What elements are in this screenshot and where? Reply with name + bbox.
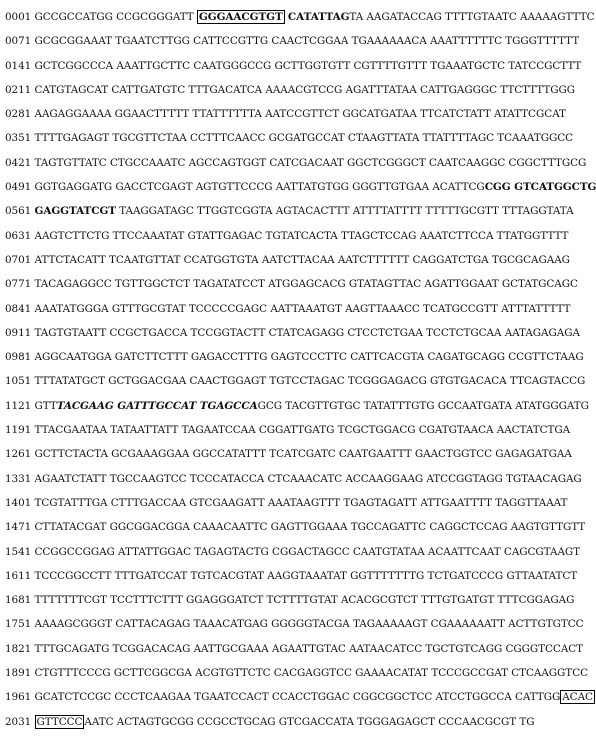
sequence-text: 1961 GCATCTCCGC CCCTCAAGAA TGAATCCACT CCACCTGGAC CGGCGGCTCC ATCCTGGCCA CATTGG <box>5 691 561 704</box>
sequence-text: 0491 GGTGAGGATG GACCTCGAGT AGTGTTCCCG AATTATGTGG GGGTTGTGAA ACATTCG <box>5 181 485 194</box>
sequence-line <box>5 685 593 709</box>
highlighted-motif: TACGAAG GATTTGCCAT TGAGCCA <box>56 399 258 412</box>
sequence-text: 0351 TTTTGAGAGT TGCGTTCTAA CCTTTCAACC GCGATGCCAT CTAAGTTATA TTATTTTAGC TCAAATGGCC <box>5 132 573 145</box>
sequence-text: 0141 GCTCGGCCCA AAATTGCTTC CAATGGGCCG GCTTGGTGTT CGTTTTGTTT TGAAATGCTC TATCCGCTTT <box>5 59 582 72</box>
sequence-text: 0701 ATTCTACATT TCAATGTTAT CCATGGTGTA AATCTTACAA AATCTTTTTT CAGGATCTGA TGCGCAGAAG <box>5 253 570 266</box>
highlighted-motif: GAGGTATCGT <box>34 205 116 218</box>
sequence-text: 2031 <box>5 715 35 728</box>
sequence-text: 1121 GTT <box>5 399 57 412</box>
sequence-line <box>5 102 566 126</box>
sequence-line <box>5 54 582 78</box>
boxed-motif: ACAC <box>562 691 593 704</box>
sequence-text: 1681 TTTTTTTCGT TCCTTTCTTT GGAGGGATCT TCTTTTGTAT ACACGCGTCT TTTGTGATGT TTTCGGAGAG <box>5 594 575 607</box>
sequence-line <box>5 272 578 296</box>
sequence-line <box>5 515 586 539</box>
sequence-text: 1821 TTTGCAGATG TCGGACACAG AATTGCGAAA AGAATTGTAC AATAACATCC TGCTGTCAGG CGGGTCCACT <box>5 642 584 655</box>
highlighted-motif: CGG GTCATGGCTG <box>484 181 596 194</box>
sequence-line <box>5 297 571 321</box>
sequence-line <box>5 175 596 199</box>
sequence-line <box>5 418 571 442</box>
sequence-line <box>5 369 586 393</box>
sequence-line <box>5 491 568 515</box>
sequence-line <box>5 248 570 272</box>
sequence-text: 0281 AAGAGGAAAA GGAACTTTTT TTATTTTTTA AATCCGTTCT GGCATGATAA TTCATCTATT ATATTCGCAT <box>5 108 566 121</box>
sequence-line <box>5 224 569 248</box>
sequence-text: 1401 TCGTATTTGA CTTTGACCAA GTCGAAGATT AAATAAGTTT TGAGTAGATT ATTGAATTTT TAGGTTAAAT <box>5 496 568 509</box>
sequence-line <box>5 321 580 345</box>
sequence-text: 1611 TCCCGGCCTT TTTGATCCAT TGTCACGTAT AAGGTAAATAT GGTTTTTTTG TCTGATCCCG GTTAATATCT <box>5 569 578 582</box>
sequence-line <box>5 710 545 734</box>
sequence-line <box>5 442 572 466</box>
sequence-line <box>5 540 581 564</box>
sequence-line <box>5 345 584 369</box>
sequence-text: 1751 AAAAGCGGGT CATTACAGAG TAAACATGAG GGGGGTACGA TAGAAAAAGT CGAAAAAATT ACTTGTGTCC <box>5 618 584 631</box>
sequence-line <box>5 199 574 223</box>
sequence-text: 0071 GCGCGGAAAT TGAATCTTGG CATTCCGTTG CAACTCGGAA TGAAAAAACA AAATTTTTTC TGGGTTTTTT <box>5 35 580 48</box>
sequence-text: 0561 <box>5 205 35 218</box>
sequence-text: 0421 TAGTGTTATC CTGCCAAATC AGCCAGTGGT CATCGACAAT GGCTCGGGCT CAATCAAGGC CGGCTTTGCG <box>5 156 587 169</box>
sequence-text: GCG TACGTTGTGC TATATTTGTG GCCAATGATA ATATGGGATG <box>257 399 589 412</box>
sequence-text: 1051 TTTATATGCT GCTGGACGAA CAACTGGAGT TGTCCTAGAC TCGGGAGACG GTGTGACACA TTCAGTACCG <box>5 375 586 388</box>
sequence-line <box>5 29 580 53</box>
sequence-text: 1891 CTGTTTCCCG GCTTCGGCGA ACGTGTTCTC CACGAGGTCC GAAAACATAT TCCCGCCGAT CTCAAGGTCC <box>5 667 588 680</box>
sequence-line <box>5 661 588 685</box>
sequence-line <box>5 637 584 661</box>
boxed-motif: GGGAACGTGT <box>198 11 283 23</box>
sequence-line <box>5 78 575 102</box>
sequence-text: 1191 TTACGAATAA TATAATTATT TAGAATCCAA CGGATTGATG TCGCTGGACG CGATGTAACA AACTATCTGA <box>5 424 571 437</box>
sequence-text: 0911 TAGTGTAATT CCGCTGACCA TCCGGTACTT CTATCAGAGG CTCCTCTGAA TCCTCTGCAA AATAGAGAGA <box>5 326 580 339</box>
sequence-text: 1331 AGAATCTATT TGCCAAGTCC TCCCATACCA CTCAAACATC ACCAAGGAAG ATCCGGTAGG TGTAACAGAG <box>5 472 582 485</box>
highlighted-motif: CATATTAG <box>287 11 350 23</box>
sequence-text: 0211 CATGTAGCAT CATTGATGTC TTTGACATCA AAAACGTCCG AGATTTATAA CATTGAGGGC TTCTTTTGGG <box>5 83 575 96</box>
boxed-motif: GTTCCC <box>36 715 83 728</box>
sequence-text: 0001 GCCGCCATGG CCGCGGGATT <box>5 11 197 23</box>
sequence-line <box>5 151 587 175</box>
sequence-line <box>5 588 575 612</box>
sequence-line <box>5 394 589 418</box>
sequence-text: 0981 AGGCAATGGA GATCTTCTTT GAGACCTTTG GAGTCCCTTC CATTCACGTA CAGATGCAGG CCGTTCTAAG <box>5 351 584 364</box>
sequence-text: 0841 AAATATGGGA GTTTGCGTAT TCCCCCGAGC AATTAAATGT AAGTTAAACC TCATGCCGTT ATTTATTTTT <box>5 302 571 315</box>
sequence-line <box>5 126 573 150</box>
sequence-text: 1471 CTTATACGAT GGCGGACGGA CAAACAATTC GAGTTGGAAA TGCCAGATTC CAGGCTCCAG AAGTGTTGTT <box>5 521 586 534</box>
sequence-text: TA AAGATACCAG TTTTGTAATC AAAAAGTTTC <box>349 11 595 23</box>
sequence-text: TAAGGATAGC TTGGTCGGTA AGTACACTTT ATTTTATTTT TTTTTGCGTT TTTAGGTATA <box>115 205 574 218</box>
sequence-text: 1541 CCGGCCGGAG ATTATTGGAC TAGAGTACTG CGGACTAGCC CAATGTATAA ACAATTCAAT CAGCGTAAGT <box>5 545 581 558</box>
sequence-text: 1261 GCTTCTACTA GCGAAAGGAA GGCCATATTT TCATCGATC CAATGAATTT GAACTGGTCC GAGAGATGAA <box>5 448 572 461</box>
sequence-line <box>5 612 584 636</box>
sequence-line <box>5 467 582 491</box>
sequence-text: AATC ACTAGTGCGG CCGCCTGCAG GTCGACCATA TGGGAGAGCT CCCAACGCGT TG <box>84 715 535 728</box>
sequence-line <box>5 5 595 29</box>
sequence-text: 0771 TACAGAGGCC TGTTGGCTCT TAGATATCCT ATGGAGCACG GTATAGTTAC AGATTGGAAT GCTATGCAGC <box>5 278 578 291</box>
sequence-line <box>5 564 578 588</box>
sequence-text: 0631 AAGTCTTCTG TTCCAAATAT GTATTGAGAC TGTATCACTA TTAGCTCCAG AAATCTTCCA TTATGGTTTT <box>5 229 569 242</box>
sequence-listing <box>5 5 596 734</box>
